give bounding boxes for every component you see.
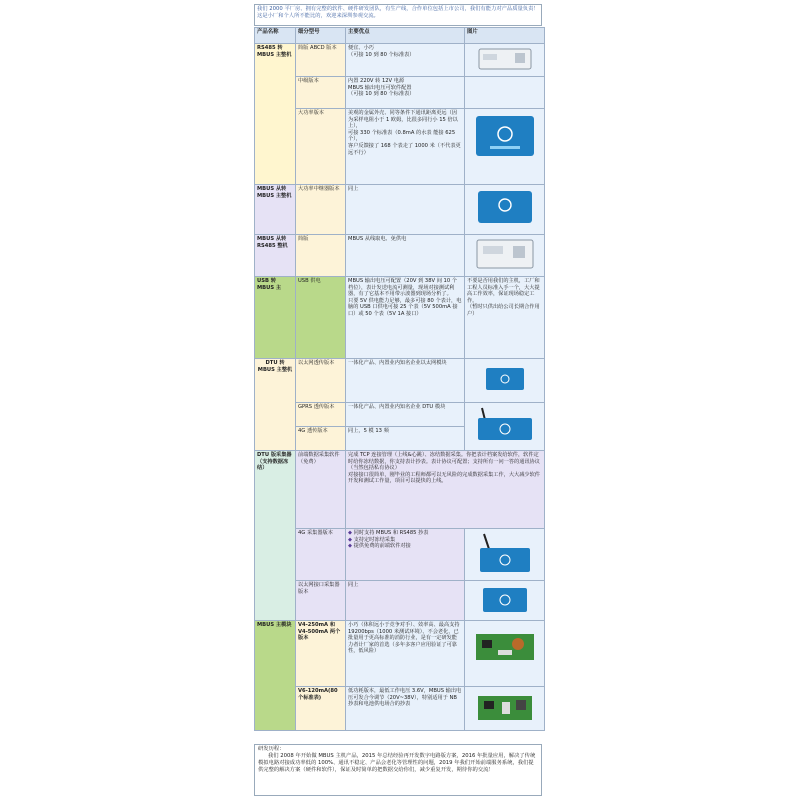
desc-cell: 内置 220V 转 12V 电源 MBUS 输出电压可软件配置 （可接 10 到 80 个标准表）	[346, 77, 465, 109]
table-row	[255, 359, 545, 403]
table-row	[255, 581, 545, 621]
product-cell: RS485 转 MBUS 主整机	[255, 44, 296, 185]
model-cell: GPRS 透传版本	[296, 403, 346, 427]
image-cell	[465, 529, 545, 581]
table-row	[255, 529, 545, 581]
image-cell	[465, 621, 545, 687]
model-cell: 以太网接口采集器版本	[296, 581, 346, 621]
footer-title: 研发历程：	[258, 746, 285, 752]
diamond-bullet-icon: ◆	[348, 530, 352, 536]
header-image: 图片	[465, 28, 545, 44]
model-cell: 简版	[296, 235, 346, 277]
desc-cell: 完成 TCP 连接管理（上线&心跳）、冻结数据采集。你把表计档案发给软件，软件定时给你冻结数据，你支持表计抄表。表计协议可配置；支持所有一问一答的通讯协议（当然包括私有协议） 对接接口很简单，刚毕业的工程师都可以无风险的完成数据采集工作，大大减少软件开发和测试工作量，项目可以提快的上线。	[346, 451, 545, 529]
model-cell: 中级版本	[296, 77, 346, 109]
desc-cell: 一体化产品、内置业内知名企业以太网模块	[346, 359, 465, 403]
model-cell: 4G 透传版本	[296, 427, 346, 451]
table-row	[255, 185, 545, 235]
diamond-bullet-icon: ◆	[348, 536, 352, 543]
desc-cell: 便宜、小巧 （可接 10 到 80 个标准表）	[346, 44, 465, 77]
desc-cell: 美观的金属外壳、同等条件下通讯距离更远（因为采样电阻小于 1 欧姆，比很多同行小 15 倍以上）， 可接 330 个标准表（0.8mA 的水表 能接 625 个）， 客户反馈接了 168 个表走了 1000 米（不代表更远不行）	[346, 109, 465, 185]
table-row	[255, 77, 545, 109]
table-row	[255, 235, 545, 277]
device-blue-box-icon	[472, 186, 538, 228]
product-cell: USB 转 MBUS 主	[255, 277, 296, 359]
bullet-text: 同时支持 MBUS 和 RS485 抄表	[353, 530, 429, 536]
device-blue-box-icon	[470, 110, 540, 162]
product-table	[254, 27, 545, 731]
image-cell	[465, 185, 545, 235]
model-cell: USB 供电	[296, 277, 346, 359]
table-row	[255, 451, 545, 529]
desc-cell: MBUS 从线取电、免供电	[346, 235, 465, 277]
model-cell: V6-120mA(80 个标准表)	[296, 687, 346, 731]
table-row	[255, 403, 545, 427]
product-cell: DTU 版采集器（支持数据冻结）	[255, 451, 296, 621]
bullet-text: 支持定时冻结采集	[353, 536, 396, 543]
desc-cell: 同上	[346, 581, 465, 621]
desc-cell: 同上	[346, 185, 465, 235]
device-white-box-icon	[473, 236, 537, 272]
image-cell	[465, 359, 545, 403]
image-cell	[465, 77, 545, 109]
header-advantages: 主要优点	[346, 28, 465, 44]
model-cell: 简版 ABCD 版本	[296, 44, 346, 77]
footer-history	[254, 744, 542, 796]
diamond-bullet-icon: ◆	[348, 543, 352, 550]
table-row	[255, 109, 545, 185]
product-cell: MBUS 从转 MBUS 主整机	[255, 185, 296, 235]
table-header-row	[255, 28, 545, 44]
table-row	[255, 621, 545, 687]
table-row	[255, 44, 545, 77]
model-cell: 前端数据采集软件（免费）	[296, 451, 346, 529]
document-sheet	[254, 4, 544, 796]
desc-cell: 一体化产品、内置业内知名企业 DTU 模块	[346, 403, 465, 427]
desc-cell: 同上，5 模 13 频	[346, 427, 465, 451]
model-cell: 大功率中继器版本	[296, 185, 346, 235]
desc-cell: 小巧（体积远小于竞争对手）、效率高、最高支持 19200bps（1000 米测试环境）、不会老化、已批量用于更高标准的消防行业，是有一定研发能力者计厂家的首选（多年多客户应用验证了可靠性，低风险）	[346, 621, 465, 687]
image-cell	[465, 44, 545, 77]
device-blue-box-icon	[472, 530, 538, 576]
table-row	[255, 277, 545, 359]
table-row	[255, 687, 545, 731]
product-cell: MBUS 从转 RS485 整机	[255, 235, 296, 277]
device-blue-box-icon	[477, 582, 533, 618]
model-cell: 以太网透传版本	[296, 359, 346, 403]
model-cell: 大功率版本	[296, 109, 346, 185]
desc-cell: 低功耗版本，最低工作电压 3.6V，MBUS 输出电压可发合今调节（20V~38V），特别适用于 NB 抄表和电池供电场合的抄表	[346, 687, 465, 731]
product-cell: DTU 转 MBUS 主整机	[255, 359, 296, 451]
image-cell	[465, 581, 545, 621]
footer-body: 我们 2008 年开始做 MBUS 主机产品，2015 年总结经验再开发数字电路版方案，2016 年批量应用，解决了传统模拟电路对接成功率低的 100%、通讯不稳定、产品会老化等管理性的问题，2019 年我们开始前端服务系统，我们提供完整的解决方案（硬件和软件），保证及时简单的把数据交给你们，减少重复开发，期待你的交流！	[258, 753, 536, 773]
product-cell: MBUS 主模块	[255, 621, 296, 731]
device-blue-box-icon	[472, 404, 538, 444]
device-pcb-icon	[472, 688, 538, 728]
desc-cell	[346, 529, 465, 581]
image-cell	[465, 235, 545, 277]
model-cell: V4-250mA 和 V4-500mA 两个版本	[296, 621, 346, 687]
device-white-box-icon	[475, 45, 535, 73]
list-item	[348, 543, 462, 550]
image-cell	[465, 403, 545, 451]
image-cell	[465, 687, 545, 731]
image-cell	[465, 109, 545, 185]
desc-cell: MBUS 输出电压可配置（20V 到 38V 间 10 个档位），表计发送电流可测量，现场对接测试利器，有了它基本不用带示波器到现场分析了。 只要 5V 供电能力足够，最多可接 80 个表计，电脑的 USB 口供电可接 25 个表（5V 500mA 接口）或 50 个表（5V 1A 接口）	[346, 277, 465, 359]
header-product: 产品名称	[255, 28, 296, 44]
device-blue-box-icon	[480, 360, 530, 396]
bullet-text: 提供免费的前端软件对接	[353, 543, 411, 550]
list-item	[348, 530, 462, 537]
extra-cell: 不要是否用我们的主机，工厂和工程人员标准入手一个，大大提高工作效率，保证现场稳定工作。 （暂时只供出给公司长期合作用户）	[465, 277, 545, 359]
device-pcb-icon	[470, 622, 540, 672]
header-model: 细分型号	[296, 28, 346, 44]
model-cell: 4G 采集器版本	[296, 529, 346, 581]
intro-text: 我们 2000 平厂房、拥有完整的软件、硬件研发团队，有生产线，合作单位包括上市公司，我们有能力对产品质量负责！这是小厂和个人所不能比的，欢迎来深圳参观交流。	[254, 4, 542, 26]
